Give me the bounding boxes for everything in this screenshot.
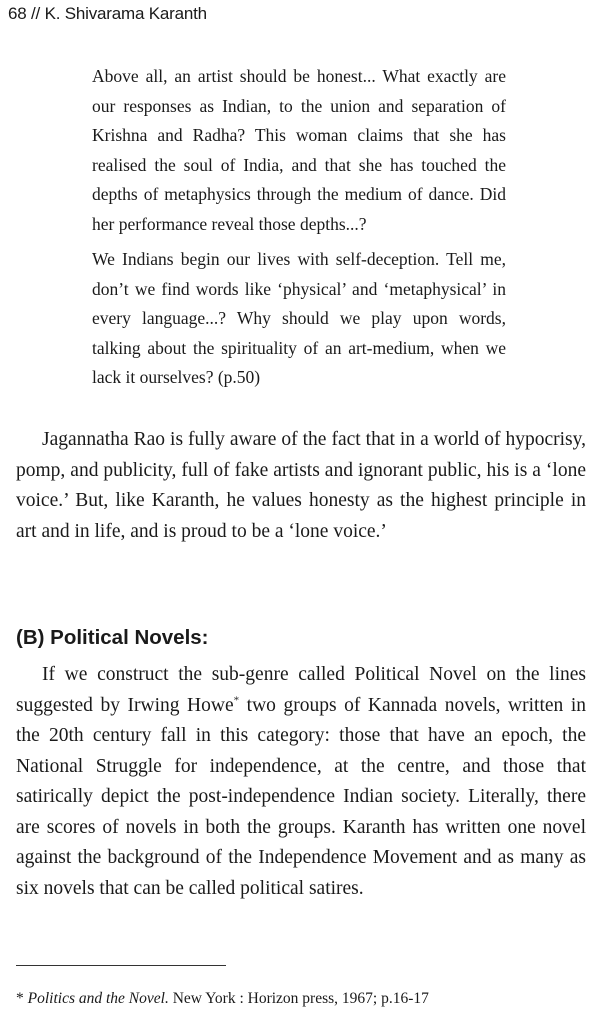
- block-quote: [92, 62, 506, 399]
- footnote-citation: New York : Horizon press, 1967; p.16-17: [168, 990, 429, 1007]
- footnote-rule: [16, 965, 226, 966]
- footnote-reference: *: [233, 694, 240, 706]
- body-paragraph-2: [16, 660, 586, 904]
- body-paragraph-2-start: If we construct the sub-genre called Political Novel on the lines suggested by Irwing Howe: [16, 664, 586, 716]
- footnote-title: Politics and the Novel.: [27, 990, 169, 1007]
- body-paragraph-1: Jagannatha Rao is fully aware of the fact that in a world of hypocrisy, pomp, and publicity, full of fake artists and ignorant public, his is a ‘lone voice.’ But, like Karanth, he values honesty as the highest principle in art and in life, and is proud to be a ‘lone voice.’: [16, 429, 586, 542]
- footnote: [16, 990, 586, 1008]
- body-paragraph-2-block: [16, 660, 586, 904]
- body-paragraph-1-block: [16, 425, 586, 547]
- running-head: 68 // K. Shivarama Karanth: [8, 4, 207, 23]
- quote-paragraph-1: Above all, an artist should be honest... What exactly are our responses as Indian, to the union and separation of Krishna and Radha? This woman claims that she has realised the soul of India, and that she has touched the depths of metaphysics through the medium of dance. Did her performance reveal those depths...?: [92, 66, 506, 234]
- section-heading: (B) Political Novels:: [16, 626, 209, 649]
- quote-paragraph-2: We Indians begin our lives with self-deception. Tell me, don’t we find words like ‘physical’ and ‘metaphysical’ in every language...? Why should we play upon words, talking about the spirituality of an art-medium, when we lack it ourselves? (p.50): [92, 249, 506, 387]
- body-paragraph-2-end: two groups of Kannada novels, written in the 20th century fall in this category: those that have an epoch, the National Struggle for independence, at the centre, and those that satirically depict the post-independence Indian society. Literally, there are scores of novels in both the groups. Karanth has written one novel against the background of the Independence Movement and as many as six novels that can be called political satires.: [16, 694, 586, 899]
- footnote-marker: *: [16, 990, 28, 1007]
